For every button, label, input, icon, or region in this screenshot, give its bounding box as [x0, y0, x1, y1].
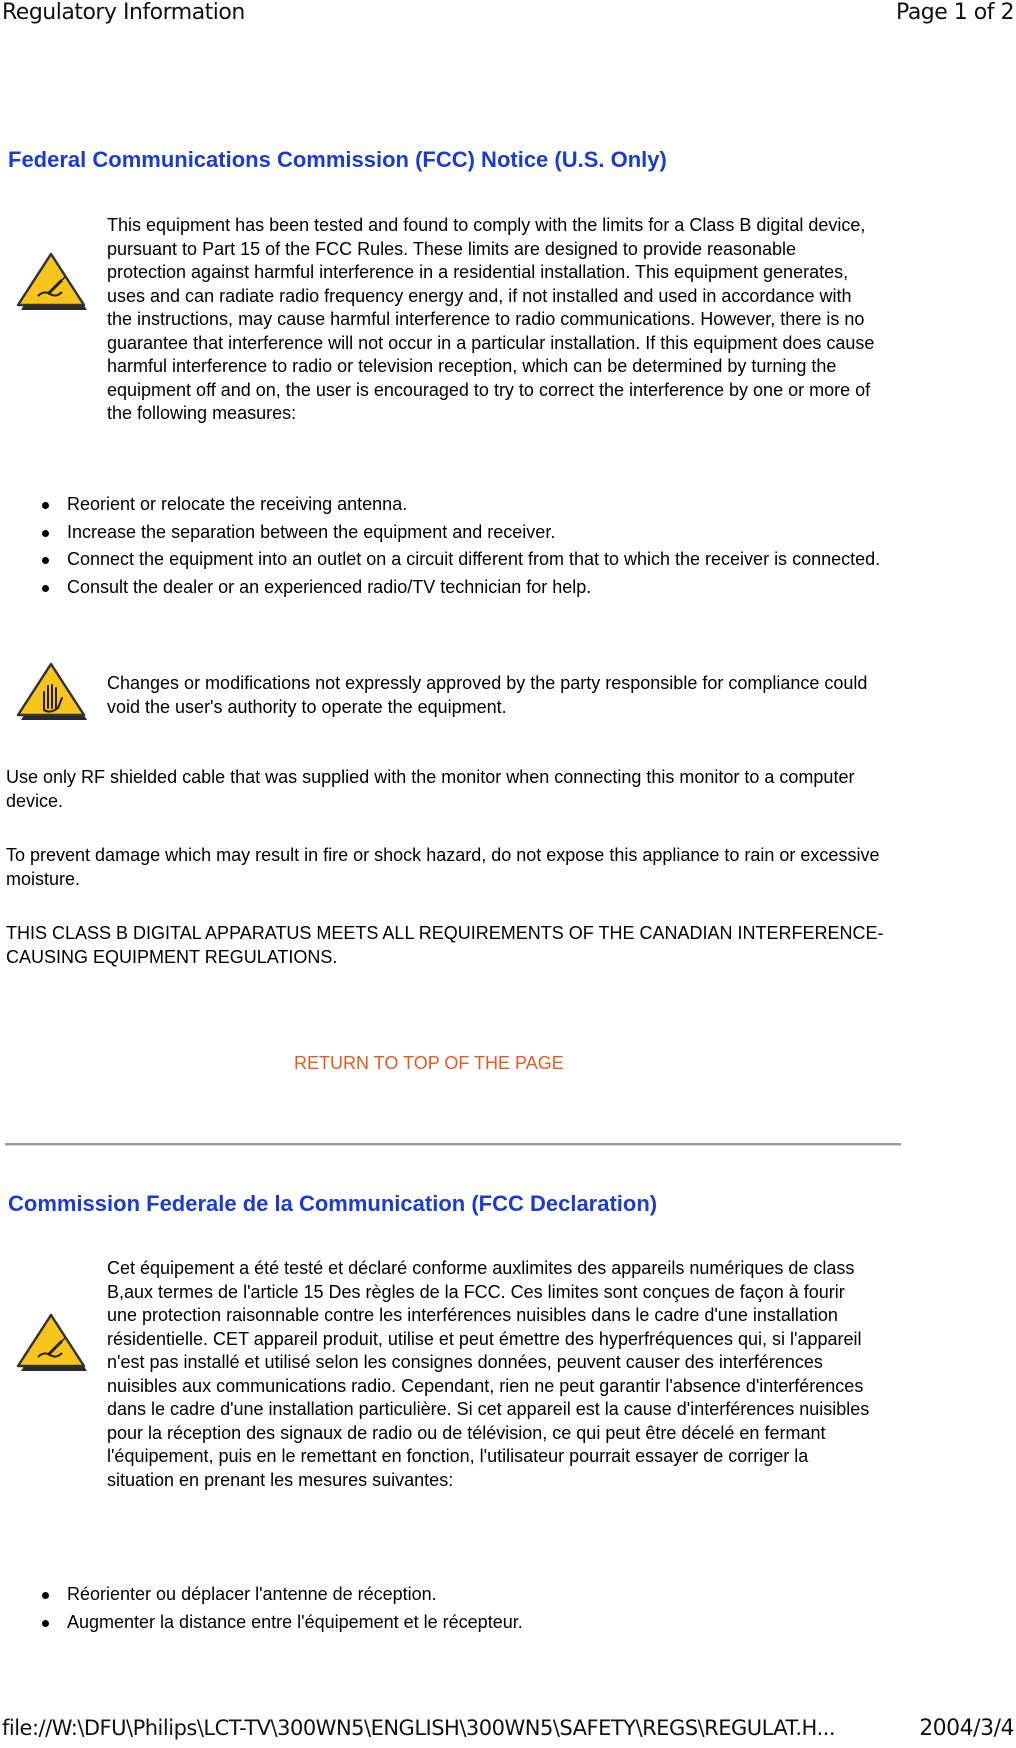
fcc-declaration-title: Commission Federale de la Communication (FCC Declaration): [8, 1191, 658, 1216]
modification-warning-text: Changes or modifications not expressly approved by the party responsible for compliance could void the user's authority to operate the equipment.: [107, 673, 868, 717]
note-pencil-warning-icon: [14, 250, 88, 312]
header-page-number: Page 1 of 2: [896, 0, 1014, 25]
hand-stop-warning-icon: [14, 660, 88, 722]
return-to-top-link[interactable]: RETURN TO TOP OF THE PAGE: [294, 1053, 564, 1073]
list-item: Augmenter la distance entre l'équipement et le récepteur.: [40, 1611, 920, 1635]
list-item: Increase the separation between the equipment and receiver.: [40, 521, 920, 545]
list-item: Reorient or relocate the receiving antenna.: [40, 493, 920, 517]
page-footer: [0, 1716, 1016, 1746]
measures-list: [40, 493, 920, 603]
list-item: Consult the dealer or an experienced radio/TV technician for help.: [40, 576, 920, 600]
moisture-paragraph: To prevent damage which may result in fire or shock hazard, do not expose this appliance to rain or excessive moisture.: [6, 845, 880, 889]
fcc-declaration-text: Cet équipement a été testé et déclaré conforme auxlimites des appareils numériques de class B,aux termes de l'article 15 Des règles de la FCC. Ces limites sont conçues de façon à fourir une protection raisonnable contre les interférences nuisibles dans le cadre d'une installation résidentielle. CET appareil produit, utilise et peut émettre des hyperfréquences qui, si l'appareil n'est pas installé et utilisé selon les consignes données, peuvent causer des interférences nuisibles aux communications radio. Cependant, rien ne peut garantir l'absence d'interférences dans le cadre d'une installation particulière. Si cet appareil est la cause d'interférences nuisibles pour la réception des signaux de radio ou de télévision, ce qui peut être décelé en fermant l'équipement, puis en le remettant en fonction, l'utilisateur pourrait essayer de corriger la situation en prenant les mesures suivantes:: [107, 1258, 870, 1490]
section-divider: [5, 1143, 901, 1146]
footer-date: 2004/3/4: [919, 1716, 1014, 1741]
list-item: Réorienter ou déplacer l'antenne de réception.: [40, 1583, 920, 1607]
header-title: Regulatory Information: [2, 0, 245, 25]
canadian-compliance-paragraph: THIS CLASS B DIGITAL APPARATUS MEETS ALL REQUIREMENTS OF THE CANADIAN INTERFERENCE-CAUSING EQUIPMENT REGULATIONS.: [6, 923, 884, 967]
mesures-list: [40, 1583, 920, 1638]
fcc-notice-text: This equipment has been tested and found to comply with the limits for a Class B digital device, pursuant to Part 15 of the FCC Rules. These limits are designed to provide reasonable protection against harmful interference in a residential installation. This equipment generates, uses and can radiate radio frequency energy and, if not installed and used in accordance with the instructions, may cause harmful interference to radio communications. However, there is no guarantee that interference will not occur in a particular installation. If this equipment does cause harmful interference to radio or television reception, which can be determined by turning the equipment off and on, the user is encouraged to try to correct the interference by one or more of the following measures:: [107, 215, 875, 423]
list-item: Connect the equipment into an outlet on a circuit different from that to which the receiver is connected.: [40, 548, 920, 572]
rf-cable-paragraph: Use only RF shielded cable that was supplied with the monitor when connecting this monitor to a computer device.: [6, 767, 855, 811]
note-pencil-warning-icon: [14, 1311, 88, 1373]
fcc-notice-title: Federal Communications Commission (FCC) Notice (U.S. Only): [8, 147, 667, 172]
page-header: [0, 0, 1016, 30]
footer-file-path: file://W:\DFU\Philips\LCT-TV\300WN5\ENGLISH\300WN5\SAFETY\REGS\REGULAT.H...: [2, 1716, 835, 1740]
